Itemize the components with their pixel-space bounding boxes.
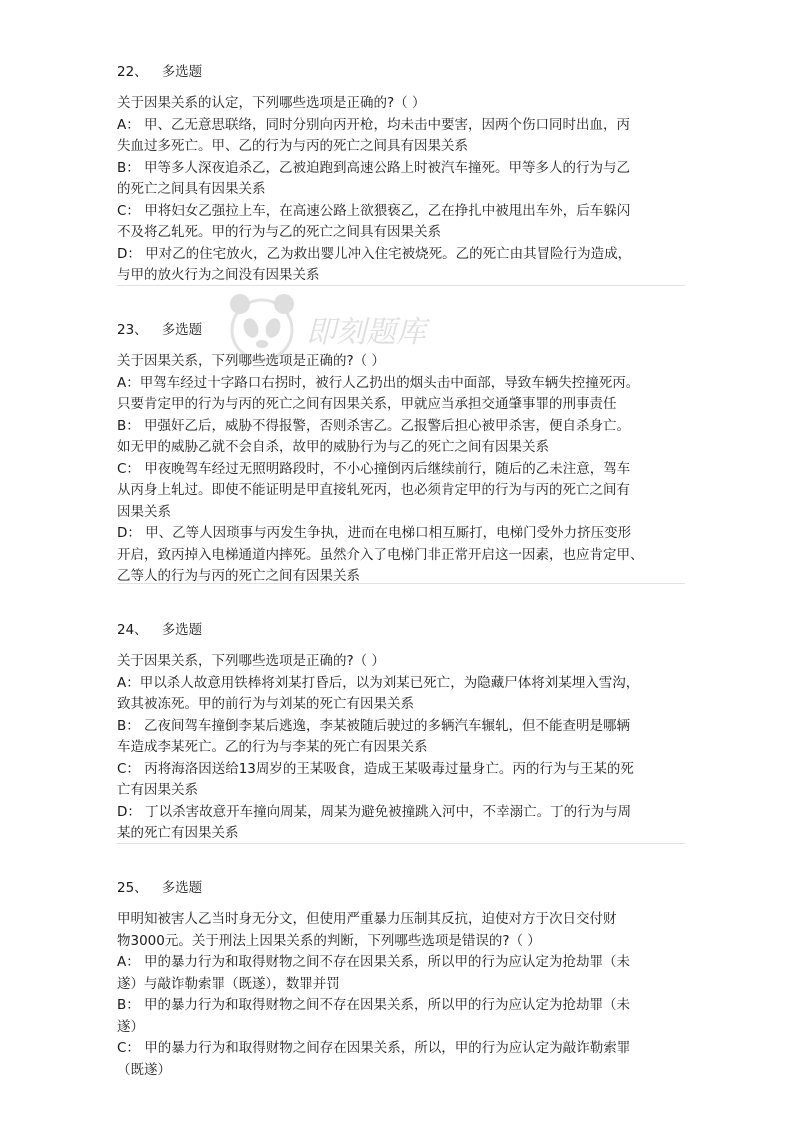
question-type: 多选题 xyxy=(161,880,203,896)
option-a: A： 甲的暴力行为和取得财物之间不存在因果关系，所以甲的行为应认定为抢劫罪（未 xyxy=(117,954,631,970)
option-d-cont: 乙等人的行为与丙的死亡之间有因果关系 xyxy=(117,568,360,584)
option-b-cont: 的死亡之间具有因果关系 xyxy=(117,181,266,197)
question-24 xyxy=(117,621,685,845)
question-stem: 关于因果关系的认定，下列哪些选项是正确的?（ ） xyxy=(117,95,426,111)
option-c: C： 丙将海洛因送给13周岁的王某吸食，造成王某吸毒过量身亡。丙的行为与王某的死 xyxy=(117,760,634,777)
option-a-cont: 失血过多死亡。甲、乙的行为与丙的死亡之间具有因果关系 xyxy=(117,138,468,154)
option-d-cont: 某的死亡有因果关系 xyxy=(117,825,239,841)
option-b: B： 乙夜间驾车撞倒李某后逃逸，李某被随后驶过的多辆汽车辗轧，但不能查明是哪辆 xyxy=(117,717,631,734)
option-b-cont: 如无甲的威胁乙就不会自杀，故甲的威胁行为与乙的死亡之间有因果关系 xyxy=(117,439,549,455)
option-d: D： 丁以杀害故意开车撞向周某，周某为避免被撞跳入河中，不幸溺亡。丁的行为与周 xyxy=(117,803,632,820)
option-d: D： 甲、乙等人因琐事与丙发生争执，进而在电梯口相互厮打，电梯门受外力挤压变形 xyxy=(117,525,632,541)
question-25 xyxy=(117,879,685,1081)
option-c: C： 甲夜晚驾车经过无照明路段时，不小心撞倒丙后继续前行，随后的乙未注意，驾车 xyxy=(117,460,631,477)
option-a-cont: 致其被冻死。甲的前行为与刘某的死亡有因果关系 xyxy=(117,696,414,712)
option-a-cont: 只要肯定甲的行为与丙的死亡之间有因果关系，甲就应当承担交通肇事罪的刑事责任 xyxy=(117,396,617,412)
option-a: A：甲驾车经过十字路口右拐时，被行人乙扔出的烟头击中面部，导致车辆失控撞死丙。 xyxy=(117,374,640,391)
question-number: 24、 xyxy=(117,622,148,638)
question-header xyxy=(117,63,685,81)
option-d: D： 甲对乙的住宅放火，乙为救出婴儿冲入住宅被烧死。乙的死亡由其冒险行为造成， xyxy=(117,245,632,262)
option-a-cont: 遂）与敲诈勒索罪（既遂），数罪并罚 xyxy=(117,975,340,992)
option-b: B： 甲的暴力行为和取得财物之间不存在因果关系，所以甲的行为应认定为抢劫罪（未 xyxy=(117,997,631,1013)
question-23 xyxy=(117,321,685,588)
option-c-cont: 从丙身上轧过。即使不能证明是甲直接轧死丙，也必须肯定甲的行为与丙的死亡之间有 xyxy=(117,482,630,498)
option-b-cont: 车造成李某死亡。乙的行为与李某的死亡有因果关系 xyxy=(117,739,428,755)
option-d-cont: 开启，致丙掉入电梯通道内摔死。虽然介入了电梯门非正常开启这一因素，也应肯定甲、 xyxy=(117,546,644,563)
question-number: 23、 xyxy=(117,322,148,338)
watermark-text: 即刻题库 xyxy=(306,315,426,350)
option-c-cont: 不及将乙轧死。甲的行为与乙的死亡之间具有因果关系 xyxy=(117,224,441,240)
question-number: 22、 xyxy=(117,64,148,80)
option-c: C： 甲的暴力行为和取得财物之间存在因果关系，所以，甲的行为应认定为敲诈勒索罪 xyxy=(117,1040,631,1056)
question-header xyxy=(117,621,685,639)
question-divider xyxy=(117,843,685,844)
question-stem-cont: 物3000元。关于刑法上因果关系的判断，下列哪些选项是错误的?（ ） xyxy=(117,932,541,949)
question-stem: 关于因果关系，下列哪些选项是正确的?（ ） xyxy=(117,353,385,369)
question-number: 25、 xyxy=(117,880,148,896)
question-type: 多选题 xyxy=(161,64,203,80)
option-a: A：甲以杀人故意用铁棒将刘某打昏后，以为刘某已死亡，为隐藏尸体将刘某埋入雪沟， xyxy=(117,674,640,691)
option-c-cont: 亡有因果关系 xyxy=(117,782,198,798)
option-c: C： 甲将妇女乙强拉上车，在高速公路上欲猥亵乙，乙在挣扎中被甩出车外，后车躲闪 xyxy=(117,202,631,219)
question-stem: 甲明知被害人乙当时身无分文，但使用严重暴力压制其反抗，迫使对方于次日交付财 xyxy=(117,911,617,927)
option-b-cont: 遂） xyxy=(117,1018,144,1035)
question-divider xyxy=(117,285,685,286)
question-type: 多选题 xyxy=(161,322,203,338)
question-22 xyxy=(117,63,685,287)
question-type: 多选题 xyxy=(161,622,203,638)
question-header xyxy=(117,321,685,339)
question-stem: 关于因果关系，下列哪些选项是正确的?（ ） xyxy=(117,653,385,669)
option-b: B： 甲强奸乙后，威胁不得报警，否则杀害乙。乙报警后担心被甲杀害，便自杀身亡。 xyxy=(117,417,631,434)
question-divider xyxy=(117,583,685,584)
option-d-cont: 与甲的放火行为之间没有因果关系 xyxy=(117,267,320,283)
option-c-cont: （既遂） xyxy=(117,1061,171,1078)
option-a: A： 甲、乙无意思联络，同时分别向丙开枪，均未击中要害，因两个伤口同时出血，丙 xyxy=(117,116,631,133)
question-header xyxy=(117,879,685,897)
option-c-cont: 因果关系 xyxy=(117,503,171,520)
option-b: B： 甲等多人深夜追杀乙，乙被迫跑到高速公路上时被汽车撞死。甲等多人的行为与乙 xyxy=(117,159,631,176)
